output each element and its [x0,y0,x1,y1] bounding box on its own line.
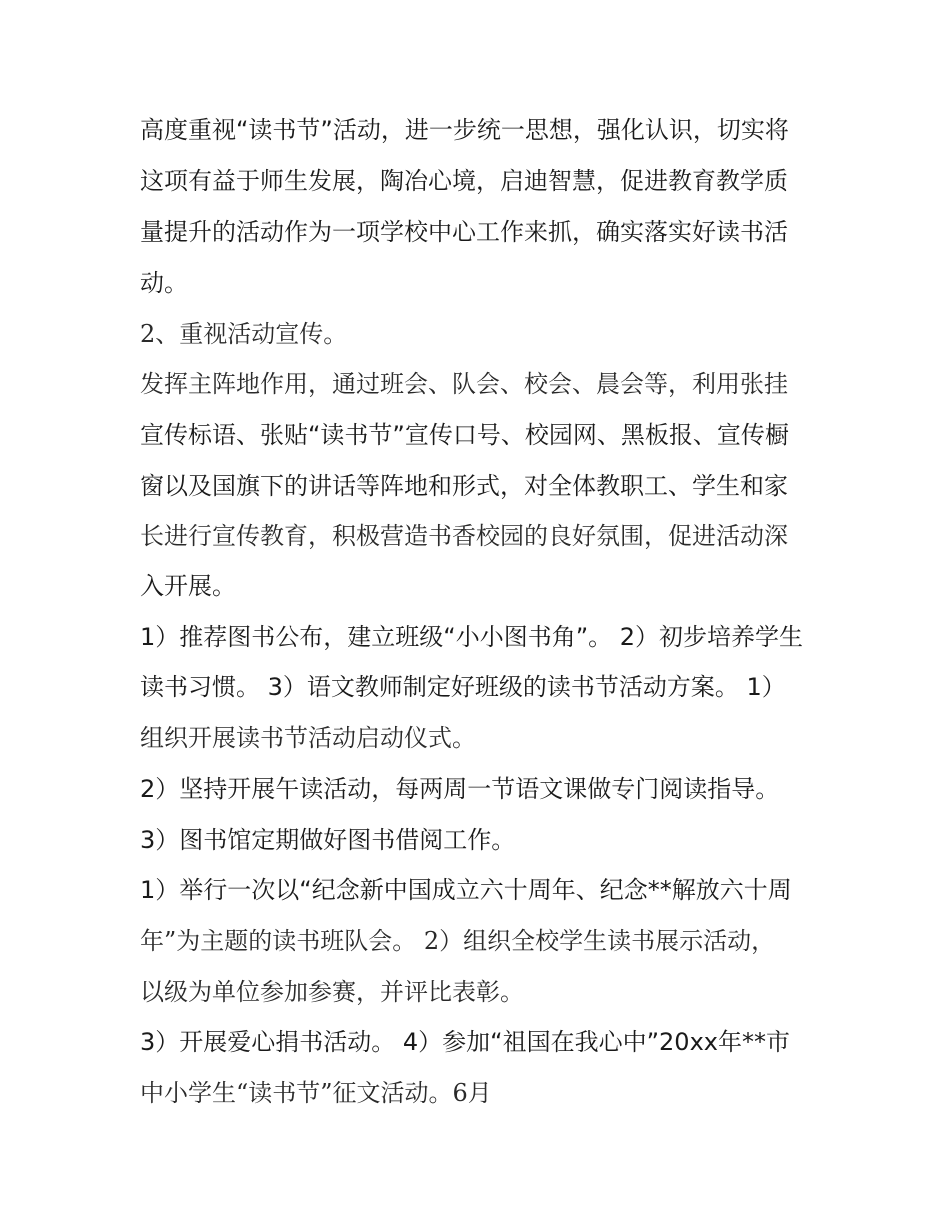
list-line: 读书习惯。 3）语文教师制定好班级的读书节活动方案。 1） [140,673,786,701]
list-line: 年”为主题的读书班队会。 2）组织全校学生读书展示活动， [140,927,776,955]
paragraph-line: 量提升的活动作为一项学校中心工作来抓，确实落实好读书活 [140,218,788,246]
paragraph-line: 这项有益于师生发展，陶冶心境，启迪智慧，促进教育教学质 [140,167,788,195]
list-line: 中小学生“读书节”征文活动。6月 [140,1079,492,1107]
list-line: 3）图书馆定期做好图书借阅工作。 [140,826,516,854]
paragraph-line: 入开展。 [140,572,236,600]
paragraph-line: 窗以及国旗下的讲话等阵地和形式，对全体教职工、学生和家 [140,472,788,500]
section-heading: 2、重视活动宣传。 [140,320,348,348]
paragraph-line: 发挥主阵地作用，通过班会、队会、校会、晨会等，利用张挂 [140,370,788,398]
list-line: 1）推荐图书公布，建立班级“小小图书角”。 2）初步培养学生 [140,623,804,651]
list-line: 2）坚持开展午读活动，每两周一节语文课做专门阅读指导。 [140,775,780,803]
list-line: 3）开展爱心捐书活动。 4）参加“祖国在我心中”20xx年**市 [140,1028,790,1056]
paragraph-line: 动。 [140,269,188,297]
list-line: 以级为单位参加参赛，并评比表彰。 [140,978,524,1006]
list-line: 1）举行一次以“纪念新中国成立六十周年、纪念**解放六十周 [140,876,792,904]
paragraph-line: 长进行宣传教育，积极营造书香校园的良好氛围，促进活动深 [140,522,788,550]
paragraph-line: 高度重视“读书节”活动，进一步统一思想，强化认识，切实将 [140,116,789,144]
paragraph-line: 宣传标语、张贴“读书节”宣传口号、校园网、黑板报、宣传橱 [140,421,789,449]
list-line: 组织开展读书节活动启动仪式。 [140,724,476,752]
